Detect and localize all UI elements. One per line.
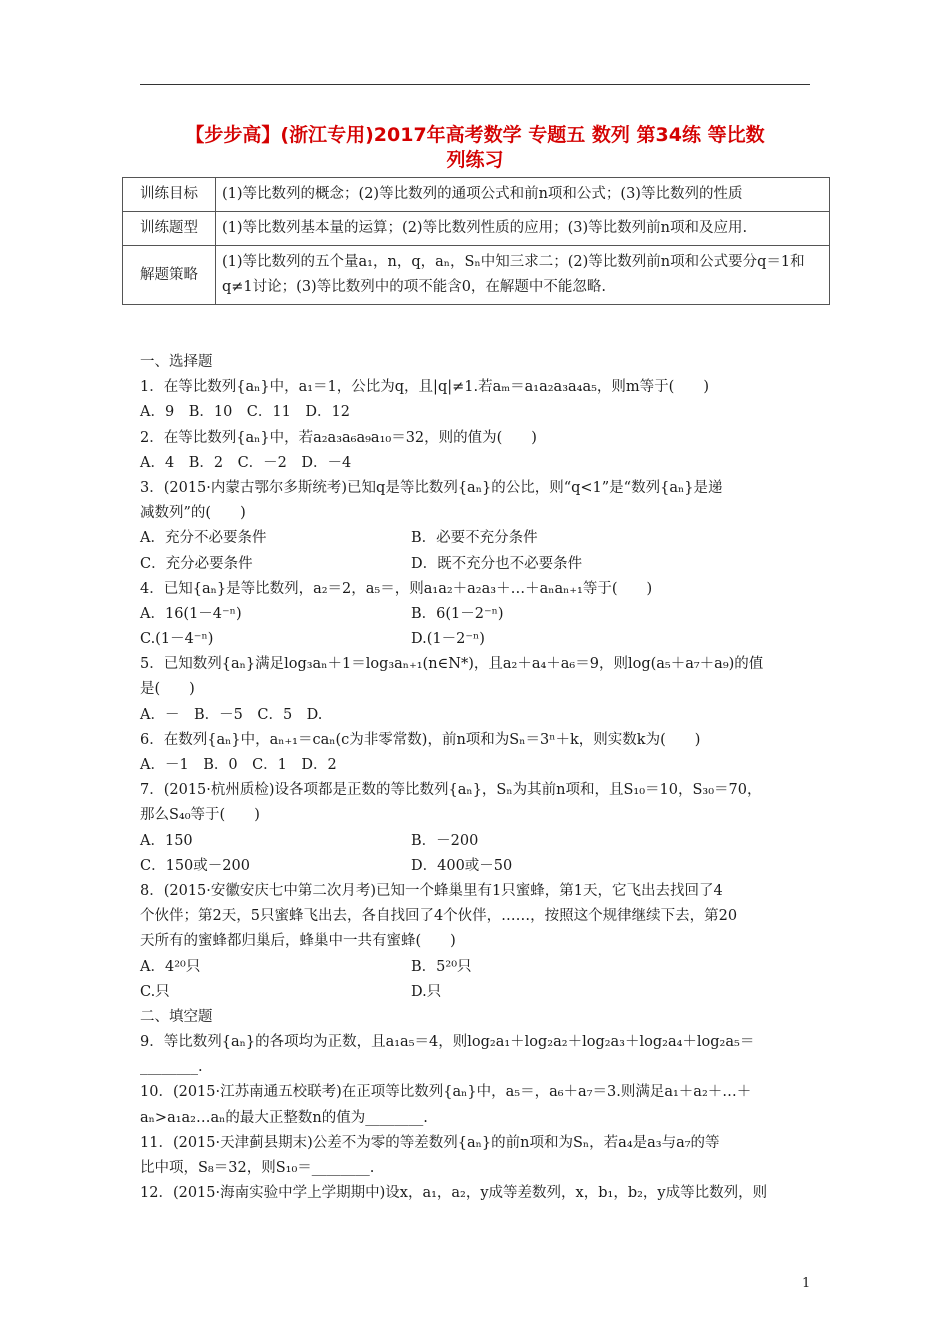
table-row xyxy=(123,246,830,305)
question-6-options: A．－1 B．0 C．1 D．2 xyxy=(140,757,337,773)
option-d: D．既不充分也不必要条件 xyxy=(411,555,583,572)
option-d: D.(1－2⁻ⁿ) xyxy=(411,631,485,648)
option-b: B．6(1－2⁻ⁿ) xyxy=(411,605,504,622)
question-7-cont: 那么S₄₀等于( ) xyxy=(140,807,260,824)
question-3-options-cd xyxy=(140,552,812,577)
question-5: 5．已知数列{aₙ}满足log₃aₙ＋1＝log₃aₙ₊₁(n∈N*)，且a₂＋a₄＋a₆＝9，则log(a₅＋a₇＋a₉)的值 xyxy=(140,656,764,673)
row-label: 解题策略 xyxy=(123,246,216,305)
question-5-options: A．－ B．－5 C．5 D. xyxy=(140,706,323,723)
option-c: C．充分必要条件 xyxy=(140,555,253,572)
option-a: A．150 xyxy=(140,832,193,849)
exercise-body xyxy=(140,350,812,1206)
row-content: (1)等比数列的概念；(2)等比数列的通项公式和前n项和公式；(3)等比数列的性质 xyxy=(216,178,830,212)
row-content: (1)等比数列基本量的运算；(2)等比数列性质的应用；(3)等比数列前n项和及应用. xyxy=(216,212,830,246)
question-8: 8．(2015·安徽安庆七中第二次月考)已知一个蜂巢里有1只蜜蜂，第1天，它飞出去找回了4 xyxy=(140,882,723,899)
question-12: 12．(2015·海南实验中学上学期期中)设x，a₁，a₂，y成等差数列，x，b₁，b₂，y成等比数列，则 xyxy=(140,1185,768,1202)
question-3-cont: 减数列”的( ) xyxy=(140,505,246,522)
row-label: 训练题型 xyxy=(123,212,216,246)
option-a: A．4²⁰只 xyxy=(140,958,201,975)
question-9-cont: ________. xyxy=(140,1059,203,1076)
option-b: B．－200 xyxy=(411,832,479,849)
question-6: 6．在数列{aₙ}中，aₙ₊₁＝caₙ(c为非零常数)，前n项和为Sₙ＝3ⁿ＋k，则实数k为( ) xyxy=(140,731,701,748)
option-c: C．150或－200 xyxy=(140,857,250,874)
question-9: 9．等比数列{aₙ}的各项均为正数，且a₁a₅＝4，则log₂a₁＋log₂a₂＋log₂a₃＋log₂a₄＋log₂a₅＝ xyxy=(140,1034,755,1051)
question-8-options-ab xyxy=(140,955,812,980)
row-content: (1)等比数列的五个量a₁，n，q，aₙ，Sₙ中知三求二；(2)等比数列前n项和公式要分q＝1和q≠1讨论；(3)等比数列中的项不能含0，在解题中不能忽略. xyxy=(216,246,830,305)
question-8-options-cd xyxy=(140,980,812,1005)
option-d: D.只 xyxy=(411,983,442,1000)
page-number: 1 xyxy=(802,1276,811,1291)
question-7-options-cd xyxy=(140,854,812,879)
question-2: 2．在等比数列{aₙ}中，若a₂a₃a₆a₉a₁₀＝32，则的值为( ) xyxy=(140,429,537,446)
question-4-options-cd xyxy=(140,627,812,652)
question-1-options: A．9 B．10 C．11 D．12 xyxy=(140,404,350,421)
section-heading-fill: 二、填空题 xyxy=(140,1008,213,1025)
question-11-cont: 比中项，S₈＝32，则S₁₀＝________. xyxy=(140,1160,375,1176)
question-7-options-ab xyxy=(140,829,812,854)
option-d: D．400或－50 xyxy=(411,857,513,874)
table-row xyxy=(123,212,830,246)
option-c: C.(1－4⁻ⁿ) xyxy=(140,631,214,648)
question-5-cont: 是( ) xyxy=(140,681,195,698)
question-3-options-ab xyxy=(140,526,812,551)
title-line-2: 列练习 xyxy=(446,149,504,171)
row-label: 训练目标 xyxy=(123,178,216,212)
option-b: B．必要不充分条件 xyxy=(411,530,538,547)
question-10: 10．(2015·江苏南通五校联考)在正项等比数列{aₙ}中，a₅＝，a₆＋a₇＝3.则满足a₁＋a₂＋…＋ xyxy=(140,1084,752,1101)
question-1: 1．在等比数列{aₙ}中，a₁＝1，公比为q，且|q|≠1.若aₘ＝a₁a₂a₃a₄a₅，则m等于( ) xyxy=(140,379,709,396)
question-10-cont: aₙ>a₁a₂…aₙ的最大正整数n的值为________. xyxy=(140,1109,428,1126)
option-a: A．16(1－4⁻ⁿ) xyxy=(140,605,242,622)
option-c: C.只 xyxy=(140,983,170,1000)
title-line-1: 【步步高】(浙江专用)2017年高考数学 专题五 数列 第34练 等比数 xyxy=(185,124,765,146)
question-4-options-ab xyxy=(140,602,812,627)
question-4: 4．已知{aₙ}是等比数列，a₂＝2，a₅＝，则a₁a₂＋a₂a₃＋…＋aₙaₙ₊₁等于( ) xyxy=(140,580,653,597)
header-rule xyxy=(140,84,810,85)
question-3: 3．(2015·内蒙古鄂尔多斯统考)已知q是等比数列{aₙ}的公比，则“q<1”是“数列{aₙ}是递 xyxy=(140,479,723,496)
question-8-cont-1: 个伙伴；第2天，5只蜜蜂飞出去，各自找回了4个伙伴，……，按照这个规律继续下去，第20 xyxy=(140,908,738,925)
question-11: 11．(2015·天津蓟县期末)公差不为零的等差数列{aₙ}的前n项和为Sₙ，若a₄是a₃与a₇的等 xyxy=(140,1134,720,1151)
question-7: 7．(2015·杭州质检)设各项都是正数的等比数列{aₙ}，Sₙ为其前n项和，且S₁₀＝10，S₃₀＝70， xyxy=(140,782,762,799)
option-b: B．5²⁰只 xyxy=(411,958,472,975)
question-8-cont-2: 天所有的蜜蜂都归巢后，蜂巢中一共有蜜蜂( ) xyxy=(140,933,456,950)
option-a: A．充分不必要条件 xyxy=(140,530,267,547)
training-info-table xyxy=(122,177,830,305)
document-title xyxy=(120,123,830,173)
question-2-options: A．4 B．2 C．－2 D．－4 xyxy=(140,454,352,471)
section-heading-choice: 一、选择题 xyxy=(140,354,213,370)
table-row xyxy=(123,178,830,212)
